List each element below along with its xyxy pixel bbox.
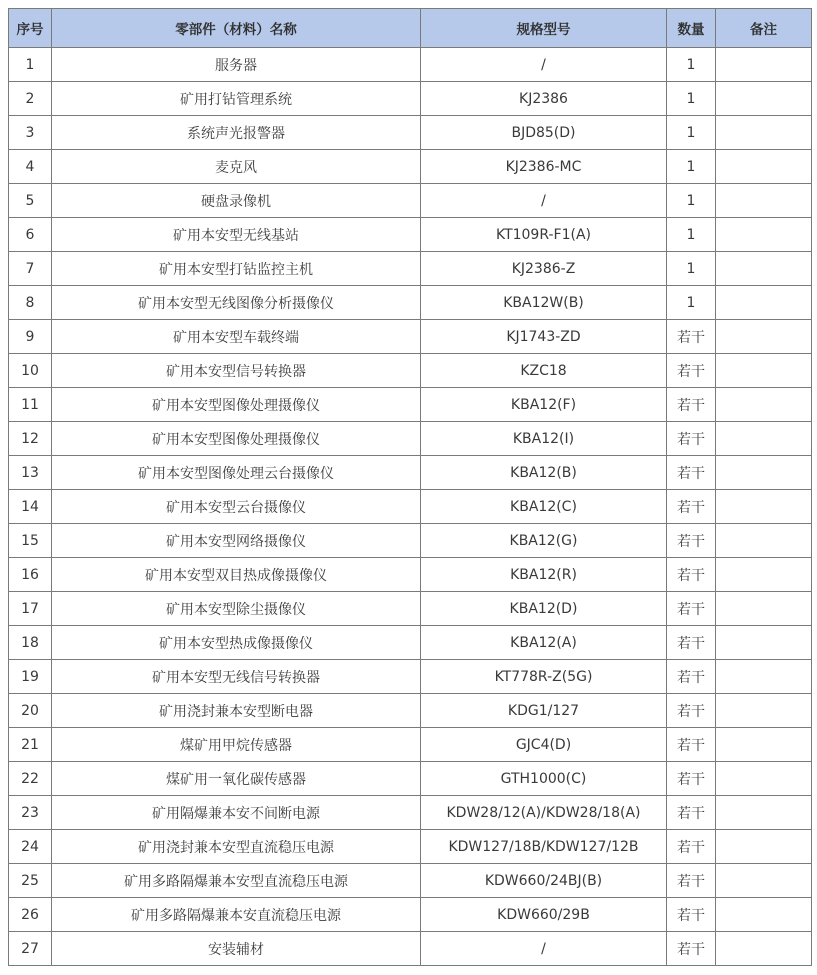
part-name-cell: 硬盘录像机 [52, 184, 421, 218]
quantity-cell: 若干 [667, 830, 716, 864]
table-row [9, 388, 812, 422]
spec-model-cell: GTH1000(C) [421, 762, 667, 796]
spec-model-cell: KJ2386-MC [421, 150, 667, 184]
part-name-cell: 矿用本安型云台摄像仪 [52, 490, 421, 524]
part-name-cell: 矿用多路隔爆兼本安型直流稳压电源 [52, 864, 421, 898]
spec-model-cell: KJ1743-ZD [421, 320, 667, 354]
remark-cell [716, 48, 812, 82]
spec-model-cell: KZC18 [421, 354, 667, 388]
remark-cell [716, 150, 812, 184]
spec-model-cell: BJD85(D) [421, 116, 667, 150]
spec-model-cell: KJ2386 [421, 82, 667, 116]
quantity-cell: 1 [667, 150, 716, 184]
spec-model-cell: GJC4(D) [421, 728, 667, 762]
remark-cell [716, 456, 812, 490]
row-number-cell: 27 [9, 932, 52, 966]
remark-cell [716, 252, 812, 286]
row-number-cell: 3 [9, 116, 52, 150]
row-number-cell: 26 [9, 898, 52, 932]
remark-cell [716, 218, 812, 252]
quantity-cell: 若干 [667, 626, 716, 660]
part-name-cell: 矿用本安型双目热成像摄像仪 [52, 558, 421, 592]
remark-cell [716, 490, 812, 524]
table-row [9, 898, 812, 932]
remark-cell [716, 796, 812, 830]
quantity-cell: 若干 [667, 354, 716, 388]
table-row [9, 150, 812, 184]
row-number-cell: 14 [9, 490, 52, 524]
row-number-cell: 15 [9, 524, 52, 558]
spec-model-cell: KBA12(D) [421, 592, 667, 626]
remark-cell [716, 354, 812, 388]
quantity-cell: 1 [667, 116, 716, 150]
spec-model-cell: / [421, 48, 667, 82]
quantity-cell: 若干 [667, 456, 716, 490]
part-name-cell: 服务器 [52, 48, 421, 82]
part-name-cell: 矿用本安型无线信号转换器 [52, 660, 421, 694]
row-number-cell: 10 [9, 354, 52, 388]
spec-model-cell: KBA12(I) [421, 422, 667, 456]
spec-model-cell: KDW28/12(A)/KDW28/18(A) [421, 796, 667, 830]
row-number-cell: 9 [9, 320, 52, 354]
remark-cell [716, 82, 812, 116]
table-row [9, 558, 812, 592]
spec-model-cell: KDW660/29B [421, 898, 667, 932]
remark-cell [716, 694, 812, 728]
part-name-cell: 煤矿用一氧化碳传感器 [52, 762, 421, 796]
row-number-cell: 5 [9, 184, 52, 218]
part-name-cell: 矿用本安型图像处理摄像仪 [52, 388, 421, 422]
remark-cell [716, 558, 812, 592]
part-name-cell: 矿用本安型车载终端 [52, 320, 421, 354]
row-number-cell: 23 [9, 796, 52, 830]
row-number-cell: 24 [9, 830, 52, 864]
part-name-cell: 矿用本安型信号转换器 [52, 354, 421, 388]
table-body [9, 48, 812, 966]
quantity-cell: 若干 [667, 796, 716, 830]
table-row [9, 184, 812, 218]
remark-cell [716, 320, 812, 354]
quantity-cell: 若干 [667, 728, 716, 762]
quantity-cell: 1 [667, 48, 716, 82]
table-row [9, 830, 812, 864]
row-number-cell: 25 [9, 864, 52, 898]
remark-cell [716, 728, 812, 762]
remark-cell [716, 626, 812, 660]
quantity-cell: 若干 [667, 932, 716, 966]
spec-model-cell: KT778R-Z(5G) [421, 660, 667, 694]
quantity-cell: 若干 [667, 524, 716, 558]
spec-model-cell: KBA12(R) [421, 558, 667, 592]
quantity-cell: 若干 [667, 320, 716, 354]
table-row [9, 354, 812, 388]
part-name-cell: 矿用本安型除尘摄像仪 [52, 592, 421, 626]
quantity-cell: 若干 [667, 898, 716, 932]
spec-model-cell: KBA12W(B) [421, 286, 667, 320]
remark-cell [716, 184, 812, 218]
remark-cell [716, 388, 812, 422]
table-row [9, 320, 812, 354]
row-number-cell: 18 [9, 626, 52, 660]
quantity-cell: 1 [667, 184, 716, 218]
table-row [9, 626, 812, 660]
part-name-cell: 系统声光报警器 [52, 116, 421, 150]
header-spec: 规格型号 [421, 9, 667, 48]
table-row [9, 728, 812, 762]
quantity-cell: 若干 [667, 864, 716, 898]
row-number-cell: 7 [9, 252, 52, 286]
row-number-cell: 19 [9, 660, 52, 694]
part-name-cell: 矿用本安型热成像摄像仪 [52, 626, 421, 660]
part-name-cell: 矿用本安型无线基站 [52, 218, 421, 252]
table-row [9, 82, 812, 116]
spec-model-cell: KBA12(B) [421, 456, 667, 490]
row-number-cell: 13 [9, 456, 52, 490]
quantity-cell: 1 [667, 286, 716, 320]
table-row [9, 252, 812, 286]
quantity-cell: 若干 [667, 422, 716, 456]
table-row [9, 592, 812, 626]
spec-model-cell: KBA12(F) [421, 388, 667, 422]
row-number-cell: 22 [9, 762, 52, 796]
table-row [9, 796, 812, 830]
parts-list-container [8, 8, 812, 966]
row-number-cell: 1 [9, 48, 52, 82]
spec-model-cell: KBA12(G) [421, 524, 667, 558]
table-row [9, 286, 812, 320]
spec-model-cell: / [421, 932, 667, 966]
quantity-cell: 若干 [667, 388, 716, 422]
quantity-cell: 1 [667, 252, 716, 286]
part-name-cell: 矿用本安型无线图像分析摄像仪 [52, 286, 421, 320]
quantity-cell: 若干 [667, 762, 716, 796]
row-number-cell: 6 [9, 218, 52, 252]
spec-model-cell: KJ2386-Z [421, 252, 667, 286]
header-name: 零部件（材料）名称 [52, 9, 421, 48]
part-name-cell: 矿用浇封兼本安型断电器 [52, 694, 421, 728]
table-row [9, 48, 812, 82]
part-name-cell: 矿用本安型打钻监控主机 [52, 252, 421, 286]
spec-model-cell: KDW660/24BJ(B) [421, 864, 667, 898]
remark-cell [716, 830, 812, 864]
row-number-cell: 4 [9, 150, 52, 184]
part-name-cell: 矿用本安型图像处理云台摄像仪 [52, 456, 421, 490]
row-number-cell: 21 [9, 728, 52, 762]
remark-cell [716, 592, 812, 626]
row-number-cell: 2 [9, 82, 52, 116]
part-name-cell: 煤矿用甲烷传感器 [52, 728, 421, 762]
part-name-cell: 矿用本安型图像处理摄像仪 [52, 422, 421, 456]
table-row [9, 422, 812, 456]
table-row [9, 456, 812, 490]
part-name-cell: 矿用多路隔爆兼本安直流稳压电源 [52, 898, 421, 932]
quantity-cell: 1 [667, 218, 716, 252]
part-name-cell: 矿用浇封兼本安型直流稳压电源 [52, 830, 421, 864]
spec-model-cell: KT109R-F1(A) [421, 218, 667, 252]
table-row [9, 524, 812, 558]
table-row [9, 694, 812, 728]
table-header [9, 9, 812, 48]
remark-cell [716, 116, 812, 150]
header-note: 备注 [716, 9, 812, 48]
spec-model-cell: / [421, 184, 667, 218]
remark-cell [716, 286, 812, 320]
remark-cell [716, 524, 812, 558]
table-row [9, 660, 812, 694]
quantity-cell: 若干 [667, 490, 716, 524]
row-number-cell: 20 [9, 694, 52, 728]
table-row [9, 218, 812, 252]
header-no: 序号 [9, 9, 52, 48]
remark-cell [716, 864, 812, 898]
quantity-cell: 1 [667, 82, 716, 116]
quantity-cell: 若干 [667, 558, 716, 592]
part-name-cell: 矿用打钻管理系统 [52, 82, 421, 116]
part-name-cell: 安装辅材 [52, 932, 421, 966]
remark-cell [716, 422, 812, 456]
row-number-cell: 8 [9, 286, 52, 320]
header-row [9, 9, 812, 48]
table-row [9, 490, 812, 524]
table-row [9, 762, 812, 796]
spec-model-cell: KDG1/127 [421, 694, 667, 728]
row-number-cell: 12 [9, 422, 52, 456]
remark-cell [716, 660, 812, 694]
parts-table [8, 8, 812, 966]
table-row [9, 932, 812, 966]
row-number-cell: 17 [9, 592, 52, 626]
spec-model-cell: KBA12(C) [421, 490, 667, 524]
quantity-cell: 若干 [667, 660, 716, 694]
row-number-cell: 16 [9, 558, 52, 592]
spec-model-cell: KDW127/18B/KDW127/12B [421, 830, 667, 864]
table-row [9, 116, 812, 150]
quantity-cell: 若干 [667, 694, 716, 728]
header-qty: 数量 [667, 9, 716, 48]
spec-model-cell: KBA12(A) [421, 626, 667, 660]
remark-cell [716, 932, 812, 966]
remark-cell [716, 762, 812, 796]
part-name-cell: 麦克风 [52, 150, 421, 184]
remark-cell [716, 898, 812, 932]
row-number-cell: 11 [9, 388, 52, 422]
quantity-cell: 若干 [667, 592, 716, 626]
table-row [9, 864, 812, 898]
part-name-cell: 矿用隔爆兼本安不间断电源 [52, 796, 421, 830]
part-name-cell: 矿用本安型网络摄像仪 [52, 524, 421, 558]
